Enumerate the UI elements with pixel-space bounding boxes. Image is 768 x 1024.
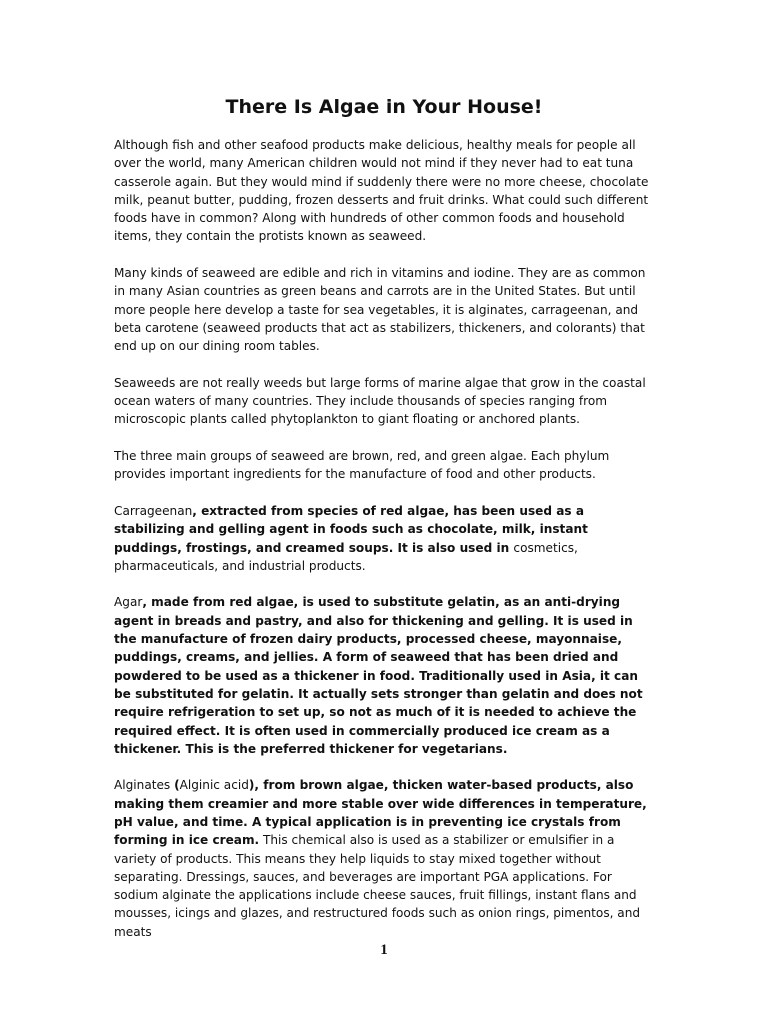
text-segment: Although fish and other seafood products make delicious, healthy meals for people all over the world, many American children would not mind if they never had to eat tuna casserole again. But they would mind if suddenly there were no more cheese, chocolate milk, peanut butter, pudding, frozen desserts and fruit drinks. What could such different foods have in common? Along with hundreds of other common foods and household items, they contain the protists known as seaweed. [114,138,649,244]
paragraph [114,593,658,758]
paragraph [114,136,658,246]
paragraph [114,502,658,575]
document-body [114,136,658,959]
bold-text-segment: ), from brown algae, thicken water-based products, also making them creamier and more stable over wide differences in temperature, pH value, and time. A typical application is in preventing ice crystals from forming in ice cream. [114,778,647,848]
text-segment: Alginates [114,778,175,793]
text-segment: Carrageenan [114,503,193,518]
bold-text-segment: ( [174,778,180,793]
page-number: 1 [380,942,388,958]
paragraph [114,374,658,429]
text-segment: cosmetics, pharmaceuticals, and industrial products. [114,540,578,573]
text-segment: Many kinds of seaweed are edible and rich in vitamins and iodine. They are as common in many Asian countries as green beans and carrots are in the United States. But until more people here develop a taste for sea vegetables, it is alginates, carrageenan, and beta carotene (seaweed products that act as stabilizers, thickeners, and colorants) that end up on our dining room tables. [114,266,646,354]
text-segment: This chemical also is used as a stabilizer or emulsifier in a variety of products. This means they help liquids to stay mixed together without separating. Dressings, sauces, and beverages are important PGA applications. For sodium alginate the applications include cheese sauces, fruit fillings, instant flans and mousses, icings and glazes, and restructured foods such as onion rings, pimentos, and meats [114,833,641,939]
text-segment: Alginic acid [179,778,249,793]
bold-text-segment: , made from red algae, is used to substitute gelatin, as an anti-drying agent in breads and pastry, and also for thickening and gelling. It is used in the manufacture of frozen dairy products, processed cheese, mayonnaise, puddings, creams, and jellies. A form of seaweed that has been dried and powdered to be used as a thickener in food. Traditionally used in Asia, it can be substituted for gelatin. It actually sets stronger than gelatin and does not require refrigeration to set up, so not as much of it is needed to achieve the required effect. It is often used in commercially produced ice cream as a thickener. This is the preferred thickener for vegetarians. [114,595,643,756]
text-segment: The three main groups of seaweed are brown, red, and green algae. Each phylum provides important ingredients for the manufacture of food and other products. [114,449,610,482]
paragraph [114,264,658,355]
text-segment: Agar [114,595,143,610]
document-title: There Is Algae in Your House! [225,96,543,118]
text-segment: Seaweeds are not really weeds but large forms of marine algae that grow in the coastal ocean waters of many countries. They include thousands of species ranging from microscopic plants called phytoplankton to giant floating or anchored plants. [114,375,646,427]
paragraph [114,447,658,484]
bold-text-segment: , extracted from species of red algae, has been used as a stabilizing and gelling agent in foods such as chocolate, milk, instant puddings, frostings, and creamed soups. It is also used in [114,503,588,555]
paragraph [114,776,658,941]
